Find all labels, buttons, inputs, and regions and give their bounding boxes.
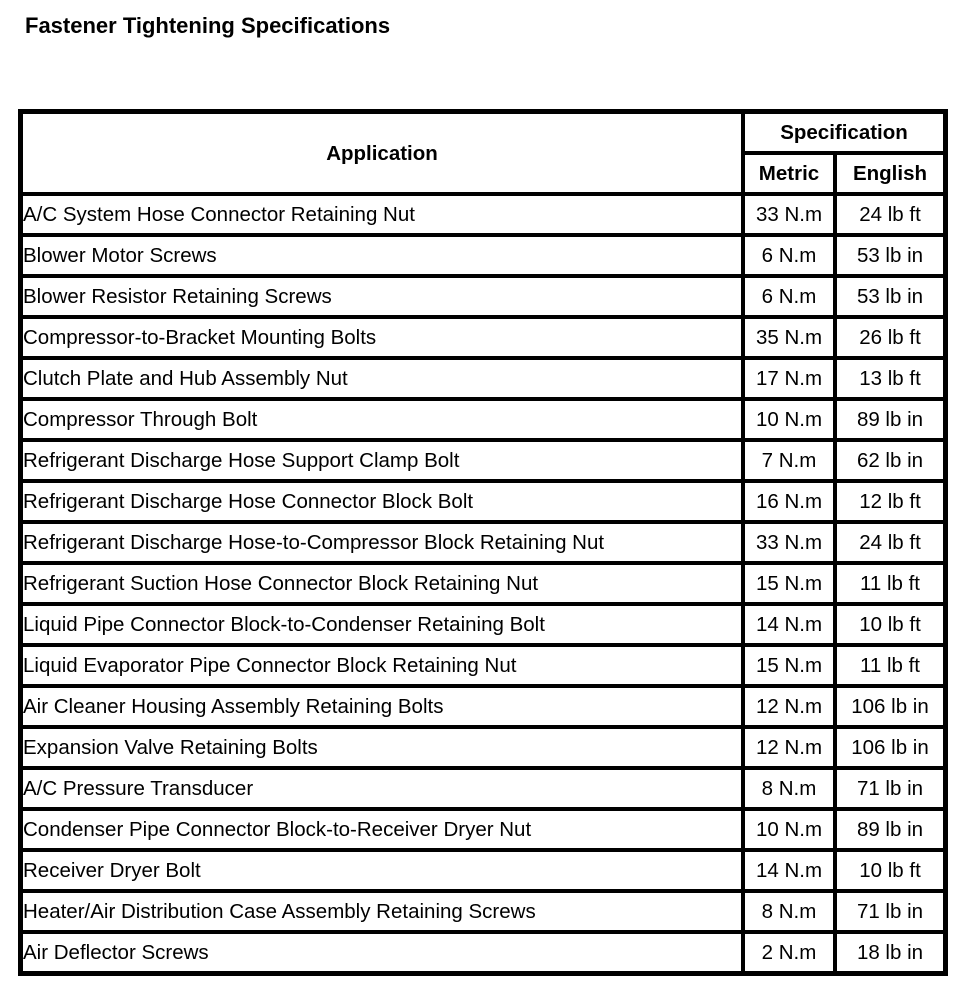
application-cell: Heater/Air Distribution Case Assembly Retaining Screws	[21, 891, 743, 932]
metric-cell: 12 N.m	[743, 686, 835, 727]
metric-cell: 33 N.m	[743, 522, 835, 563]
application-cell: A/C Pressure Transducer	[21, 768, 743, 809]
table-row	[21, 563, 945, 604]
page-title: Fastener Tightening Specifications	[25, 13, 391, 38]
metric-cell: 17 N.m	[743, 358, 835, 399]
english-cell: 89 lb in	[835, 809, 945, 850]
application-cell: Expansion Valve Retaining Bolts	[21, 727, 743, 768]
english-cell: 62 lb in	[835, 440, 945, 481]
english-cell: 71 lb in	[835, 891, 945, 932]
english-cell: 24 lb ft	[835, 194, 945, 235]
table-row	[21, 235, 945, 276]
english-cell: 53 lb in	[835, 276, 945, 317]
english-cell: 71 lb in	[835, 768, 945, 809]
english-cell: 106 lb in	[835, 727, 945, 768]
metric-cell: 33 N.m	[743, 194, 835, 235]
specification-header: Specification	[743, 112, 945, 153]
metric-cell: 8 N.m	[743, 768, 835, 809]
application-cell: Liquid Evaporator Pipe Connector Block Retaining Nut	[21, 645, 743, 686]
application-cell: Blower Motor Screws	[21, 235, 743, 276]
metric-cell: 14 N.m	[743, 604, 835, 645]
application-cell: Clutch Plate and Hub Assembly Nut	[21, 358, 743, 399]
table-row	[21, 891, 945, 932]
metric-cell: 14 N.m	[743, 850, 835, 891]
table-row	[21, 522, 945, 563]
metric-cell: 8 N.m	[743, 891, 835, 932]
application-cell: Receiver Dryer Bolt	[21, 850, 743, 891]
english-cell: 10 lb ft	[835, 604, 945, 645]
table-row	[21, 645, 945, 686]
application-header: Application	[21, 112, 743, 194]
english-cell: 53 lb in	[835, 235, 945, 276]
application-cell: Refrigerant Discharge Hose Support Clamp Bolt	[21, 440, 743, 481]
metric-cell: 6 N.m	[743, 276, 835, 317]
application-cell: Blower Resistor Retaining Screws	[21, 276, 743, 317]
table-row	[21, 932, 945, 973]
table-row	[21, 440, 945, 481]
fastener-spec-table	[18, 109, 948, 976]
table-row	[21, 809, 945, 850]
application-cell: Refrigerant Discharge Hose Connector Block Bolt	[21, 481, 743, 522]
application-cell: A/C System Hose Connector Retaining Nut	[21, 194, 743, 235]
english-cell: 24 lb ft	[835, 522, 945, 563]
metric-cell: 6 N.m	[743, 235, 835, 276]
english-cell: 11 lb ft	[835, 645, 945, 686]
metric-cell: 16 N.m	[743, 481, 835, 522]
metric-cell: 10 N.m	[743, 399, 835, 440]
metric-cell: 12 N.m	[743, 727, 835, 768]
metric-cell: 7 N.m	[743, 440, 835, 481]
table-row	[21, 727, 945, 768]
application-cell: Air Cleaner Housing Assembly Retaining Bolts	[21, 686, 743, 727]
english-cell: 26 lb ft	[835, 317, 945, 358]
metric-cell: 15 N.m	[743, 645, 835, 686]
metric-header: Metric	[743, 153, 835, 194]
table-body	[21, 194, 945, 973]
application-cell: Compressor Through Bolt	[21, 399, 743, 440]
table-row	[21, 399, 945, 440]
table-row	[21, 768, 945, 809]
table-row	[21, 850, 945, 891]
application-cell: Compressor-to-Bracket Mounting Bolts	[21, 317, 743, 358]
metric-cell: 35 N.m	[743, 317, 835, 358]
table-row	[21, 194, 945, 235]
metric-cell: 10 N.m	[743, 809, 835, 850]
english-cell: 12 lb ft	[835, 481, 945, 522]
english-cell: 11 lb ft	[835, 563, 945, 604]
application-cell: Refrigerant Discharge Hose-to-Compressor Block Retaining Nut	[21, 522, 743, 563]
english-cell: 13 lb ft	[835, 358, 945, 399]
english-cell: 89 lb in	[835, 399, 945, 440]
table-row	[21, 276, 945, 317]
english-cell: 10 lb ft	[835, 850, 945, 891]
table-row	[21, 481, 945, 522]
metric-cell: 2 N.m	[743, 932, 835, 973]
table-row	[21, 317, 945, 358]
table-row	[21, 604, 945, 645]
table-row	[21, 358, 945, 399]
application-cell: Air Deflector Screws	[21, 932, 743, 973]
metric-cell: 15 N.m	[743, 563, 835, 604]
table-row	[21, 686, 945, 727]
english-cell: 18 lb in	[835, 932, 945, 973]
application-cell: Condenser Pipe Connector Block-to-Receiver Dryer Nut	[21, 809, 743, 850]
application-cell: Liquid Pipe Connector Block-to-Condenser Retaining Bolt	[21, 604, 743, 645]
english-cell: 106 lb in	[835, 686, 945, 727]
application-cell: Refrigerant Suction Hose Connector Block Retaining Nut	[21, 563, 743, 604]
english-header: English	[835, 153, 945, 194]
